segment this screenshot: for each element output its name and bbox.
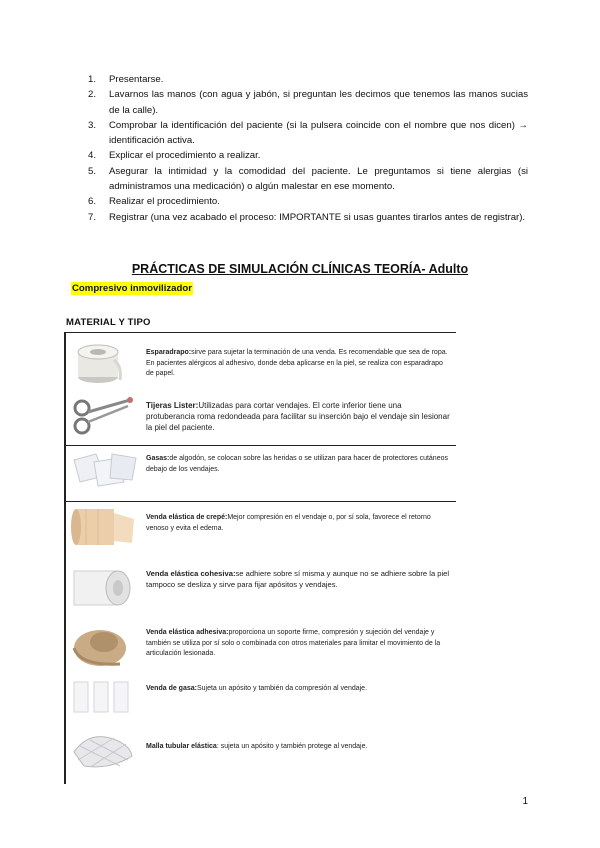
table-row (64, 392, 456, 444)
step-number: 7. (88, 211, 97, 223)
procedure-step (88, 194, 528, 209)
material-name: Gasas: (146, 455, 170, 462)
procedure-step (88, 87, 528, 118)
procedure-step (88, 210, 528, 225)
page-number: 1 (522, 796, 528, 807)
crepe-bandage-icon (70, 503, 138, 549)
material-text: sirve para sujetar la terminación de una venda. Es recomendable que sea de ropa. En pacientes alérgicos al adhesivo, donde deba aplicarse en la piel, se realiza con esparadrapo de papel. (146, 349, 448, 377)
material-name: Venda de gasa: (146, 685, 197, 692)
row-description (146, 628, 451, 660)
section-title: PRÁCTICAS DE SIMULACIÓN CLÍNICAS TEORÍA- Adulto (131, 262, 469, 276)
material-name: Tijeras Lister: (146, 401, 199, 410)
step-text: Realizar el procedimiento. (109, 196, 220, 208)
gauze-pads-icon (70, 450, 140, 496)
step-text: Explicar el procedimiento a realizar. (109, 150, 261, 162)
table-row (64, 561, 456, 616)
step-number: 4. (88, 150, 97, 162)
step-text: Lavarnos las manos (con agua y jabón, si preguntan les decimos que tenemos las manos sucias de la calle). (109, 89, 528, 116)
procedure-step (88, 164, 528, 195)
row-description (146, 684, 451, 695)
row-description (146, 400, 451, 433)
material-name: Venda elástica adhesiva: (146, 629, 229, 636)
cohesive-bandage-icon (70, 563, 136, 611)
material-text: se adhiere sobre sí misma y aunque no se adhiere sobre la piel tampoco se desliza y sirve para fijar apósitos y vendajes. (146, 569, 450, 589)
table-heading: MATERIAL Y TIPO (66, 317, 151, 328)
table-row (64, 501, 456, 561)
step-number: 2. (88, 89, 97, 101)
row-description (146, 513, 451, 534)
material-name: Malla tubular elástica (146, 743, 217, 750)
adhesive-tape-icon (70, 340, 126, 386)
row-description (146, 348, 451, 380)
step-text: Asegurar la intimidad y la comodidad del paciente. Le preguntamos si tiene alergias (si administramos una medicación) o algún malestar en ese momento. (109, 165, 528, 193)
step-number: 1. (88, 74, 97, 85)
table-row (64, 616, 456, 674)
table-row (64, 446, 456, 501)
table-row (64, 724, 456, 782)
material-name: Venda elástica cohesiva: (146, 569, 236, 578)
procedure-step (88, 72, 528, 87)
material-text: Sujeta un apósito y también da compresión al vendaje. (196, 685, 368, 692)
adhesive-bandage-icon (70, 618, 136, 670)
gauze-bandage-icon (70, 676, 132, 718)
table-row (64, 674, 456, 724)
step-text: Comprobar la identificación del paciente (si la pulsera coincide con el nombre que nos dicen) → identificación activa. (109, 119, 528, 147)
material-text: : sujeta un apósito y también protege al vendaje. (216, 743, 368, 750)
step-text: Presentarse. (109, 74, 164, 85)
step-number: 6. (88, 196, 97, 208)
material-text: de algodón, se colocan sobre las heridas o se utilizan para hacer de protectores cutáneos debajo de los vendajes. (146, 455, 448, 473)
material-text: Utilizadas para cortar vendajes. El corte inferior tiene una protuberancia roma redondeada para facilitar su inserción bajo el vendaje sin lesionar la piel del paciente. (146, 401, 450, 432)
material-table (64, 314, 456, 784)
procedure-step (88, 148, 528, 163)
tubular-mesh-icon (70, 726, 136, 774)
procedure-step (88, 118, 528, 149)
material-name: Venda elástica de crepé: (146, 514, 228, 521)
row-description (146, 742, 451, 753)
table-row (64, 334, 456, 392)
scissors-icon (70, 394, 136, 436)
divider (64, 332, 456, 333)
step-text: Registrar (una vez acabado el proceso: IMPORTANTE si usas guantes tirarlos antes de registrar). (109, 211, 526, 223)
procedure-steps-list (88, 72, 528, 225)
material-text: Mejor compresión en el vendaje o, por sí sola, favorece el retorno venoso y evita el edema. (146, 514, 431, 532)
step-number: 3. (88, 119, 97, 131)
subtitle-highlight: Compresivo inmovilizador (72, 283, 192, 294)
row-description (146, 454, 451, 475)
step-number: 5. (88, 165, 97, 177)
material-name: Esparadrapo: (146, 349, 192, 356)
row-description (146, 569, 451, 590)
material-text: proporciona un soporte firme, compresión y sujeción del vendaje y también se utiliza por sí solo o combinada con otros materiales para limitar el movimiento de la articulación lesionada. (146, 629, 441, 657)
